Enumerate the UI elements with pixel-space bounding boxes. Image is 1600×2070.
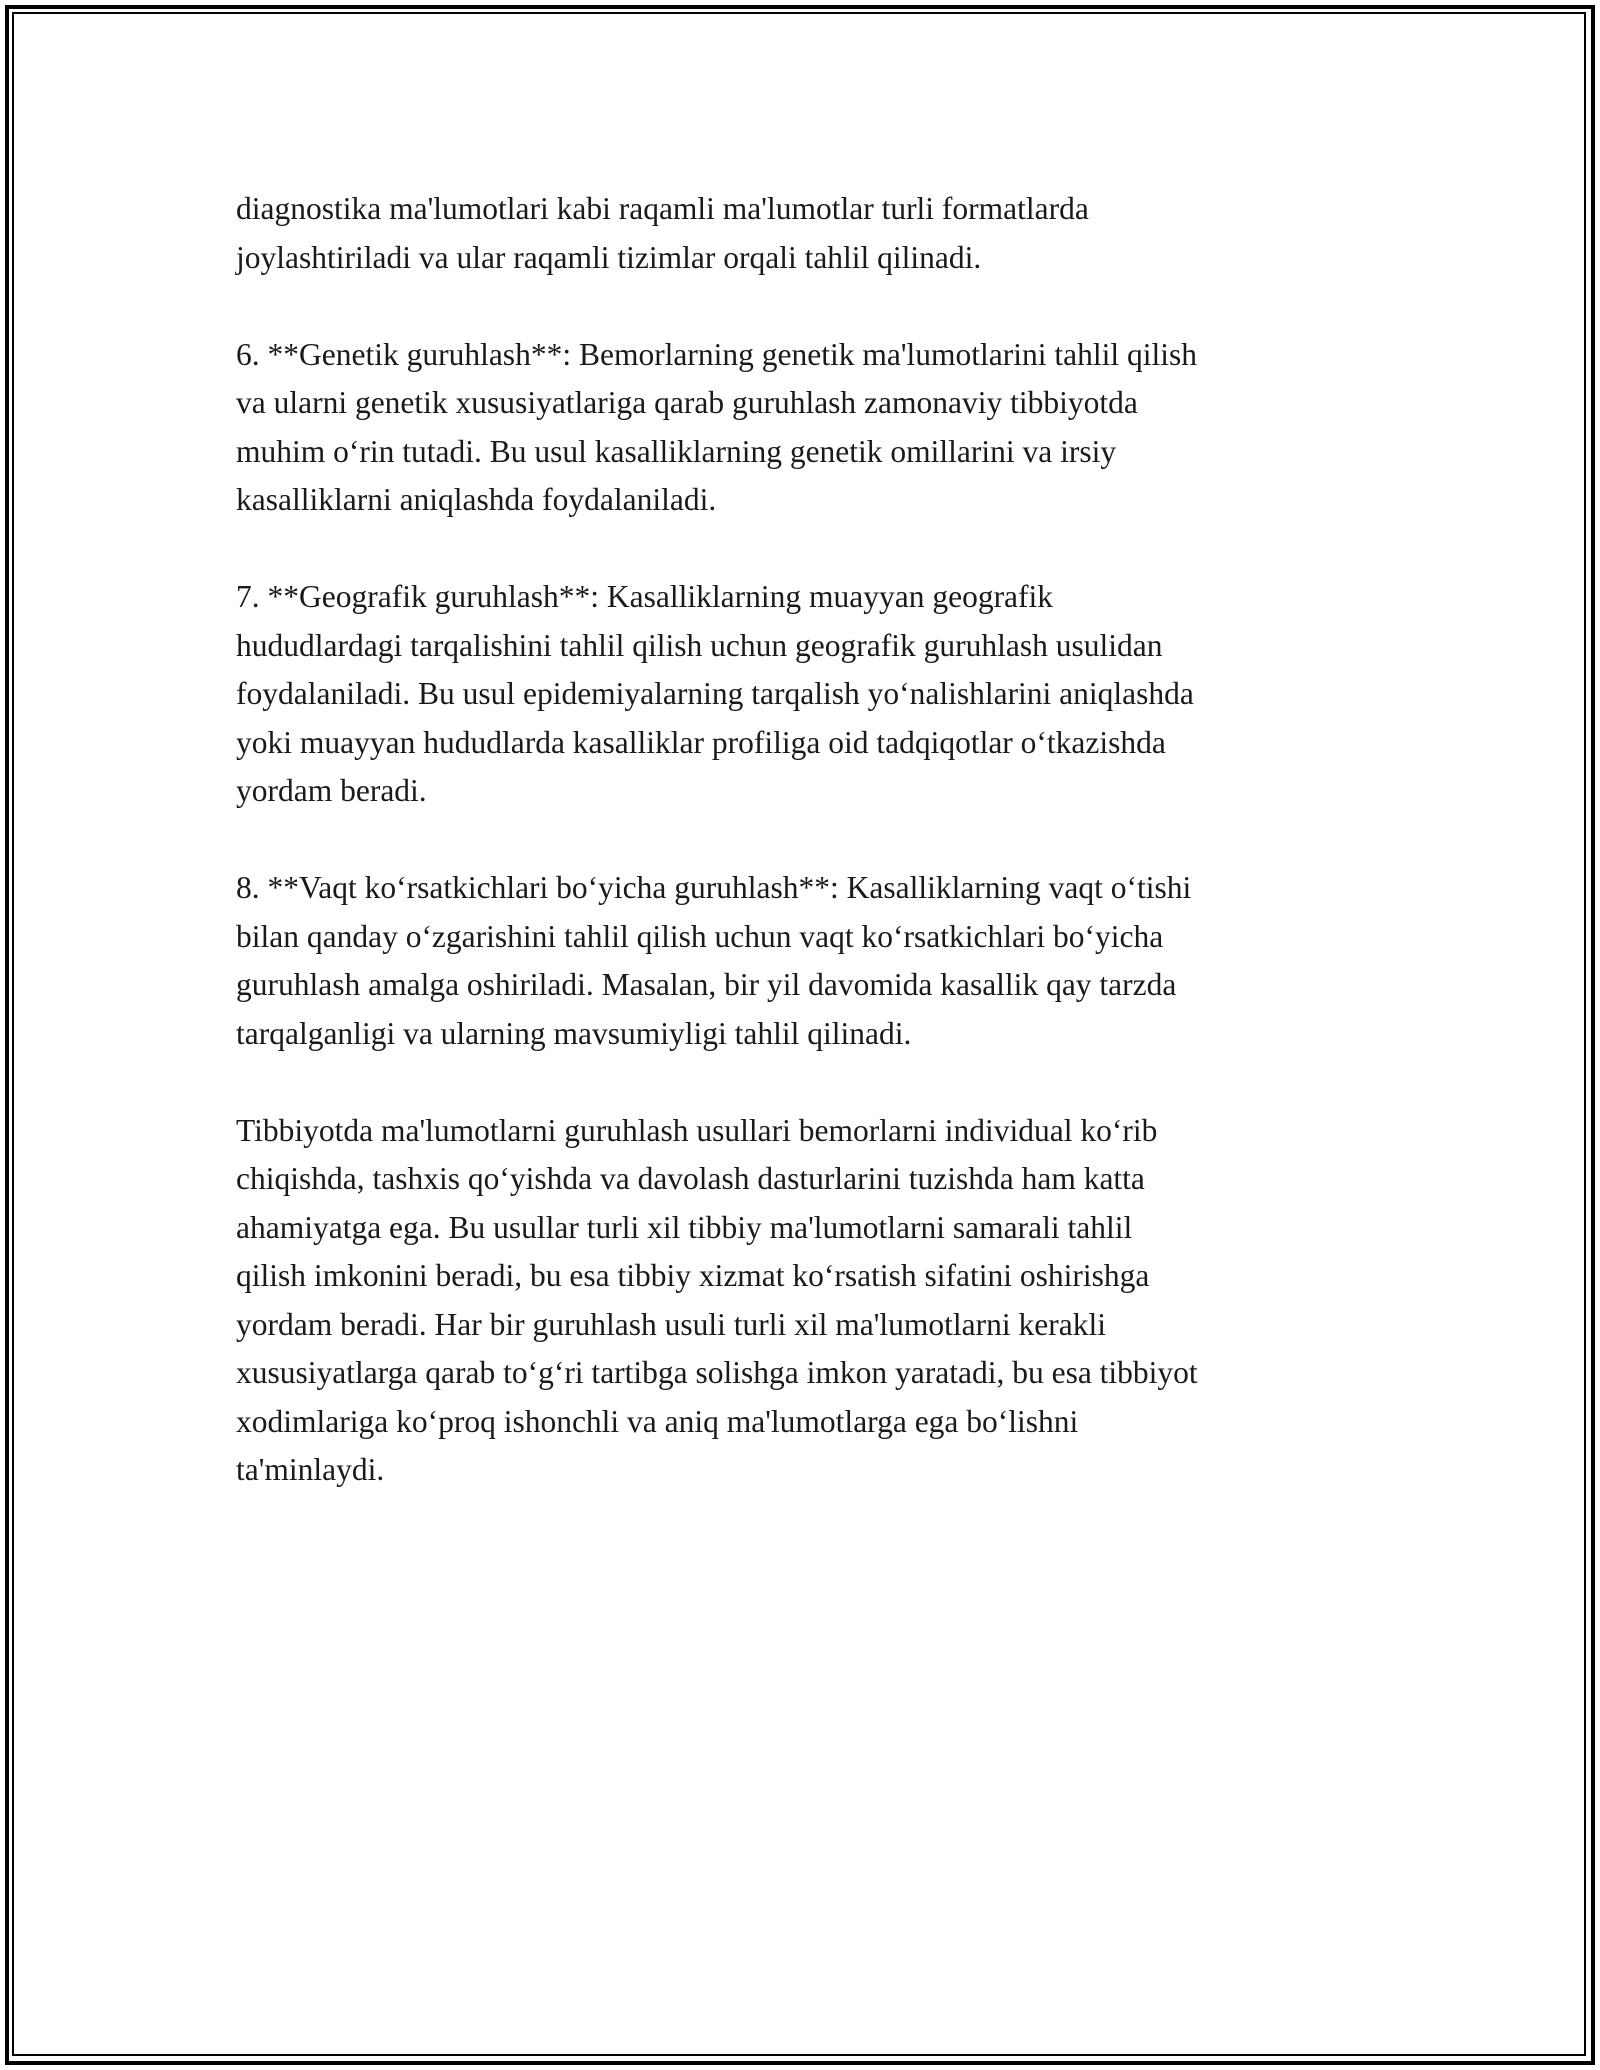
text-line: yordam beradi. Har bir guruhlash usuli turli xil ma'lumotlarni kerakli [236, 1306, 1106, 1342]
text-line: xususiyatlarga qarab to‘g‘ri tartibga solishga imkon yaratadi, bu esa tibbiyot [236, 1355, 1198, 1390]
text-line: diagnostika ma'lumotlari kabi raqamli ma'lumotlar turli formatlarda [236, 191, 1089, 226]
text-line: bilan qanday o‘zgarishini tahlil qilish uchun vaqt ko‘rsatkichlari bo‘yicha [236, 918, 1164, 954]
text-line: 7. **Geografik guruhlash**: Kasalliklarning muayyan geografik [236, 579, 1054, 614]
text-line: guruhlash amalga oshiriladi. Masalan, bir yil davomida kasallik qay tarzda [236, 967, 1177, 1002]
paragraph-geografik-guruhlash [236, 573, 1366, 816]
text-line: foydalaniladi. Bu usul epidemiyalarning tarqalish yo‘nalishlarini aniqlashda [236, 676, 1194, 711]
paragraph-conclusion [236, 1107, 1366, 1495]
paragraph-genetik-guruhlash [236, 331, 1366, 525]
text-line: Tibbiyotda ma'lumotlarni guruhlash usullari bemorlarni individual ko‘rib [236, 1112, 1158, 1148]
text-line: 8. **Vaqt ko‘rsatkichlari bo‘yicha guruhlash**: Kasalliklarning vaqt o‘tishi [236, 870, 1192, 905]
text-line: qilish imkonini beradi, bu esa tibbiy xizmat ko‘rsatish sifatini oshirishga [236, 1258, 1150, 1293]
paragraph-continuation [236, 185, 1366, 282]
text-line: chiqishda, tashxis qo‘yishda va davolash dasturlarini tuzishda ham katta [236, 1161, 1145, 1196]
text-line: muhim o‘rin tutadi. Bu usul kasalliklarning genetik omillarini va irsiy [236, 433, 1117, 469]
text-line: joylashtiriladi va ular raqamli tizimlar orqali tahlil qilinadi. [236, 239, 982, 275]
paragraph-vaqt-guruhlash [236, 864, 1366, 1058]
text-line: xodimlariga ko‘proq ishonchli va aniq ma'lumotlarga ega bo‘lishni [236, 1403, 1079, 1439]
text-line: yordam beradi. [236, 773, 427, 808]
text-line: ta'minlaydi. [236, 1452, 385, 1487]
text-line: 6. **Genetik guruhlash**: Bemorlarning genetik ma'lumotlarini tahlil qilish [236, 336, 1198, 372]
text-line: kasalliklarni aniqlashda foydalaniladi. [236, 482, 717, 517]
text-line: ahamiyatga ega. Bu usullar turli xil tibbiy ma'lumotlarni samarali tahlil [236, 1209, 1133, 1245]
document-body [236, 185, 1366, 1543]
text-line: tarqalganligi va ularning mavsumiyligi tahlil qilinadi. [236, 1015, 912, 1051]
text-line: va ularni genetik xususiyatlariga qarab guruhlash zamonaviy tibbiyotda [236, 385, 1138, 420]
text-line: hududlardagi tarqalishini tahlil qilish uchun geografik guruhlash usulidan [236, 627, 1163, 663]
text-line: yoki muayyan hududlarda kasalliklar profiliga oid tadqiqotlar o‘tkazishda [236, 724, 1166, 760]
